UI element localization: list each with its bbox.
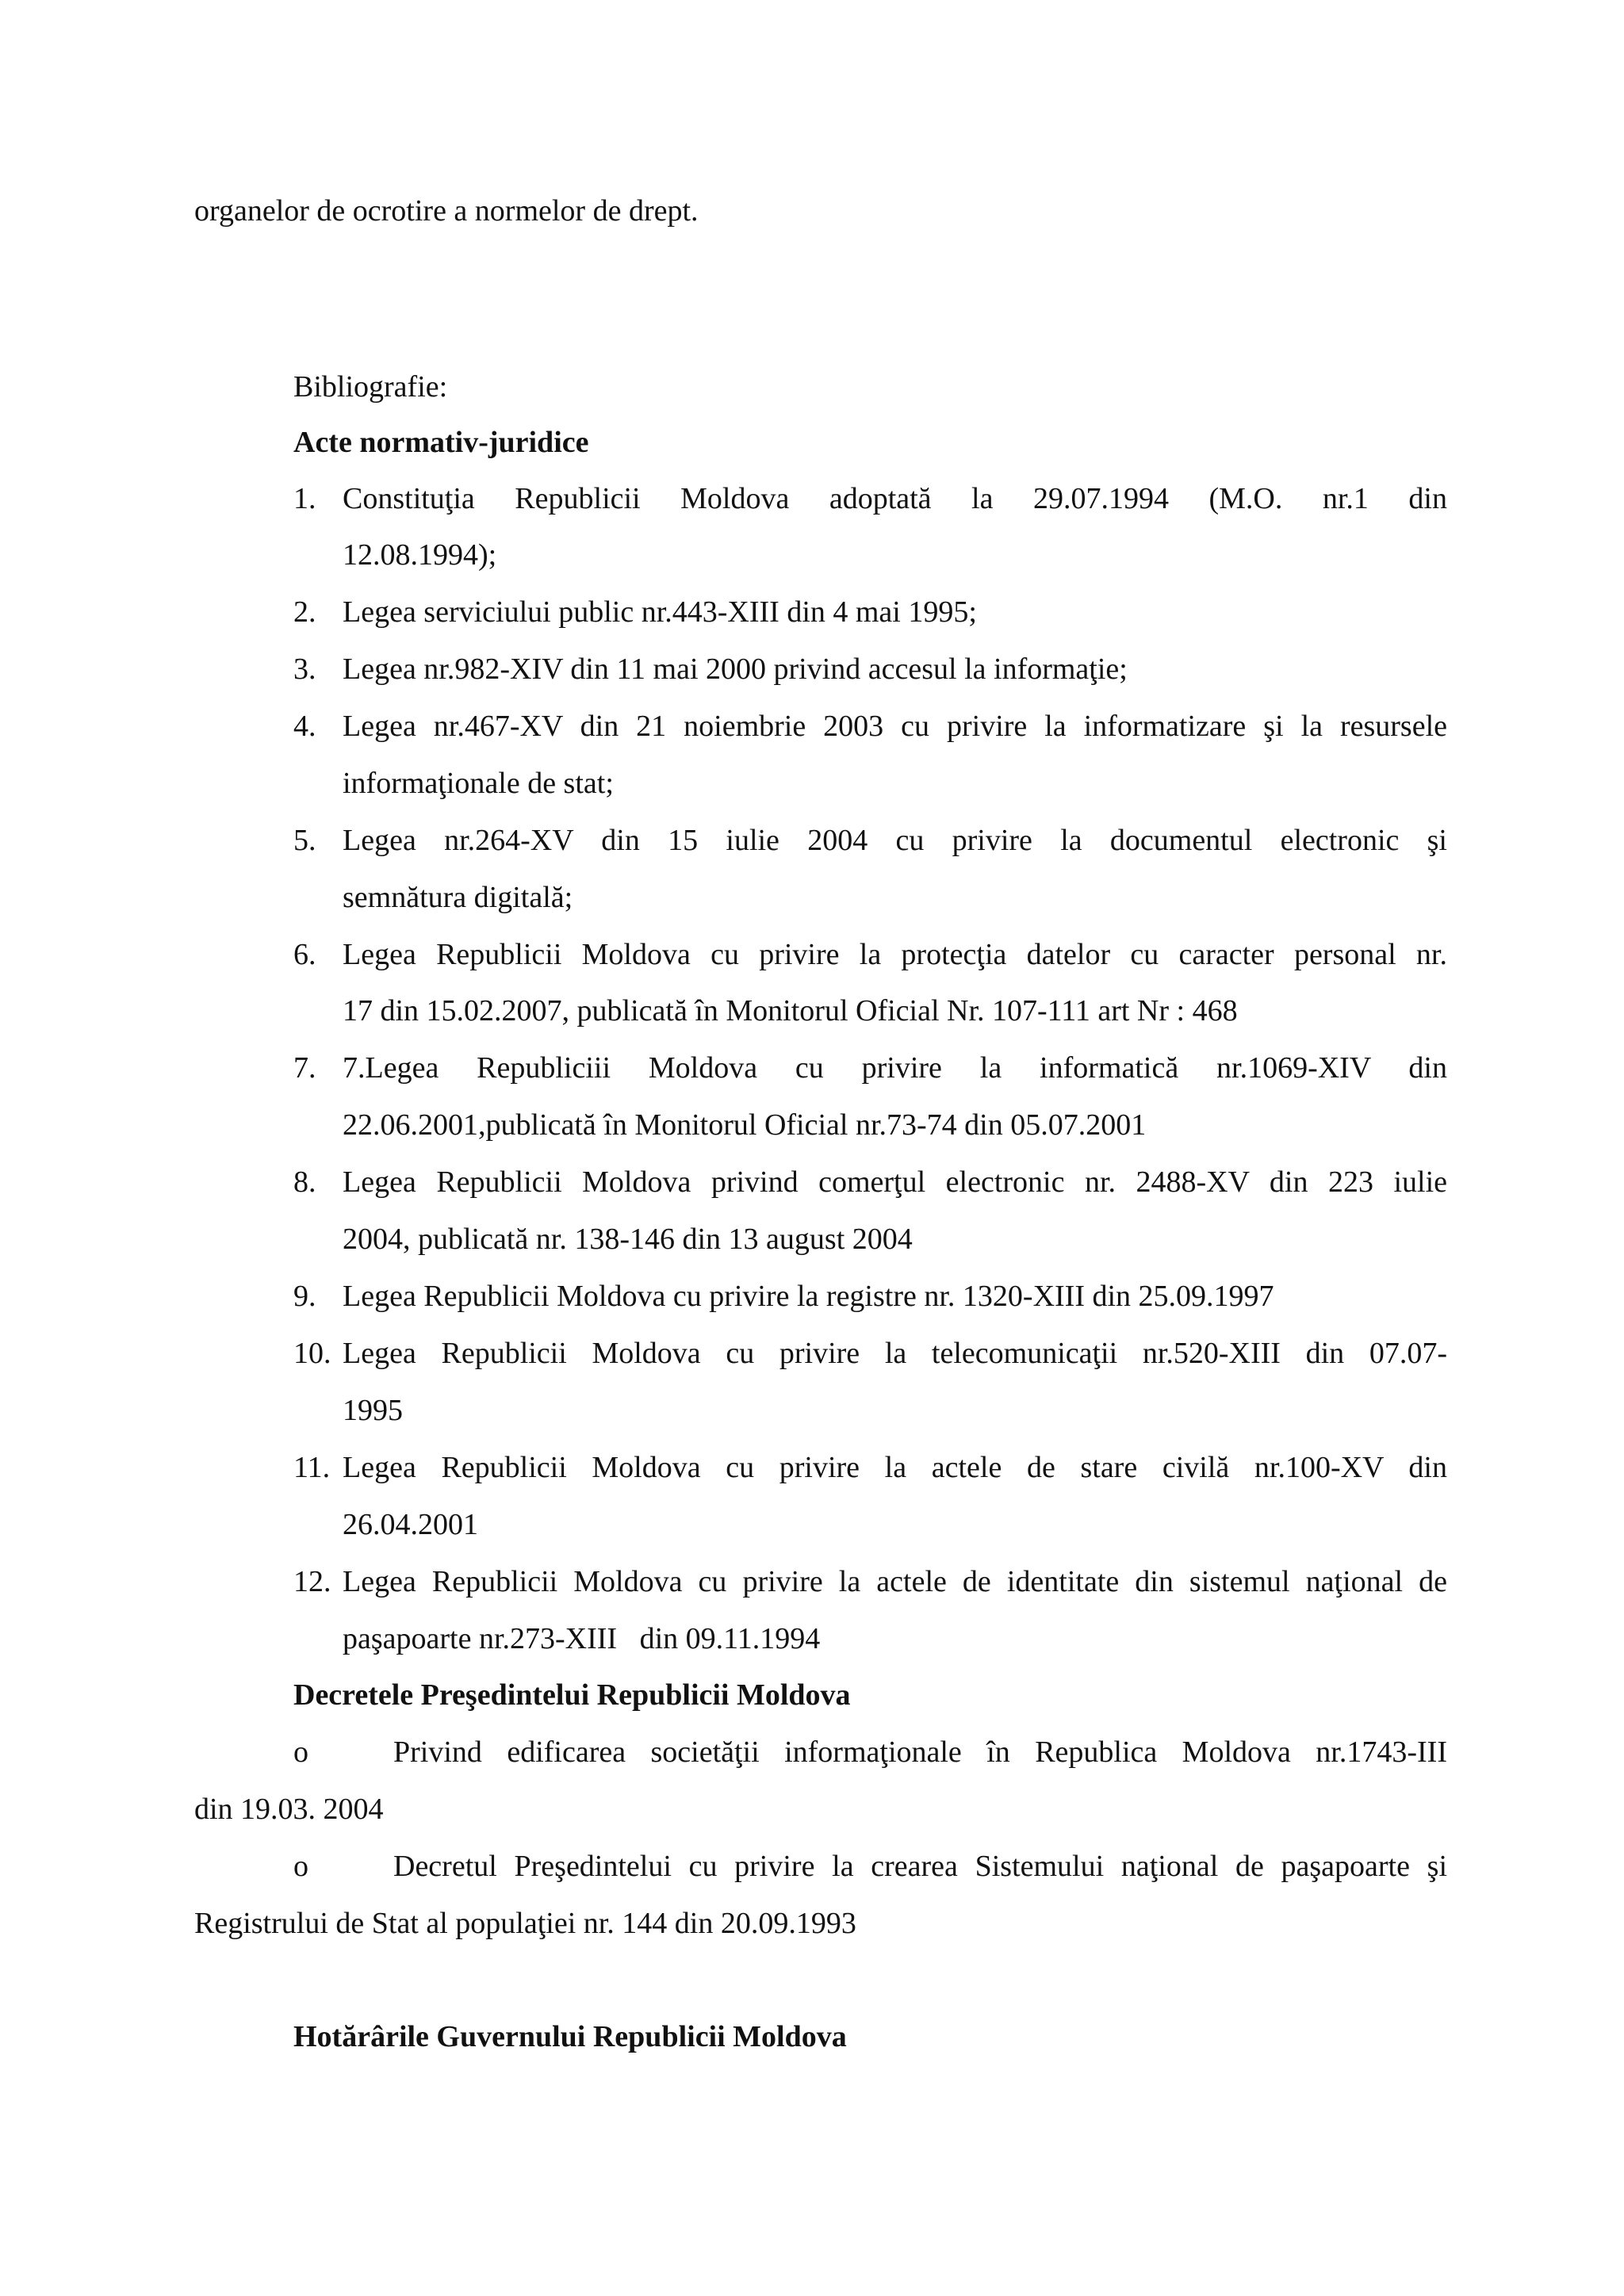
list-item-number: 5. bbox=[293, 824, 316, 857]
list-item-text: 22.06.2001,publicată în Monitorul Oficial nr.73-74 din 05.07.2001 bbox=[343, 1108, 1147, 1142]
section-heading-government: Hotărârile Guvernului Republicii Moldova bbox=[293, 2020, 847, 2053]
list-item-number: 8. bbox=[293, 1165, 316, 1199]
list-item-text: Legea nr.467-XV din 21 noiembrie 2003 cu privire la informatizare şi la resursele bbox=[343, 710, 1447, 743]
list-item-text: 7.Legea Republiciii Moldova cu privire la informatică nr.1069-XIV din bbox=[343, 1051, 1447, 1085]
list-item-number: 2. bbox=[293, 595, 316, 629]
list-item-number: 11. bbox=[293, 1451, 331, 1484]
bullet-marker: o bbox=[293, 1850, 308, 1883]
list-item-text: semnătura digitală; bbox=[343, 881, 573, 914]
list-item-number: 4. bbox=[293, 710, 316, 743]
list-item-number: 12. bbox=[293, 1565, 331, 1598]
list-item-number: 10. bbox=[293, 1337, 331, 1370]
list-item-text: Legea Republicii Moldova privind comerţul electronic nr. 2488-XV din 223 iulie bbox=[343, 1165, 1447, 1199]
decree-text: din 19.03. 2004 bbox=[194, 1793, 384, 1826]
decree-text: Registrului de Stat al populaţiei nr. 144 din 20.09.1993 bbox=[194, 1907, 856, 1940]
list-item-text: 1995 bbox=[343, 1394, 403, 1427]
list-item-text: Legea Republicii Moldova cu privire la protecţia datelor cu caracter personal nr. bbox=[343, 938, 1447, 971]
list-item-text: Legea nr.264-XV din 15 iulie 2004 cu privire la documentul electronic şi bbox=[343, 824, 1447, 857]
list-item-number: 7. bbox=[293, 1051, 316, 1085]
list-item-text: Legea Republicii Moldova cu privire la telecomunicaţii nr.520-XIII din 07.07- bbox=[343, 1337, 1447, 1370]
bullet-marker: o bbox=[293, 1735, 308, 1769]
list-item-text: 17 din 15.02.2007, publicată în Monitorul Oficial Nr. 107-111 art Nr : 468 bbox=[343, 994, 1238, 1027]
list-item-text: Legea serviciului public nr.443-XIII din 4 mai 1995; bbox=[343, 595, 977, 629]
list-item-number: 9. bbox=[293, 1280, 316, 1313]
list-item-text: Legea Republicii Moldova cu privire la actele de identitate din sistemul naţional de bbox=[343, 1565, 1447, 1598]
intro-tail-text: organelor de ocrotire a normelor de drept. bbox=[194, 194, 699, 228]
list-item-text: 12.08.1994); bbox=[343, 538, 497, 572]
list-item-text: Legea nr.982-XIV din 11 mai 2000 privind accesul la informaţie; bbox=[343, 652, 1128, 686]
list-item-text: 26.04.2001 bbox=[343, 1508, 478, 1541]
list-item-number: 3. bbox=[293, 652, 316, 686]
list-item-number: 1. bbox=[293, 482, 316, 515]
section-heading-decrees: Decretele Preşedintelui Republicii Moldova bbox=[293, 1678, 851, 1712]
list-item-text: Legea Republicii Moldova cu privire la registre nr. 1320-XIII din 25.09.1997 bbox=[343, 1280, 1274, 1313]
list-item-number: 6. bbox=[293, 938, 316, 971]
section-heading-acts: Acte normativ-juridice bbox=[293, 426, 589, 459]
bibliography-label: Bibliografie: bbox=[293, 370, 448, 404]
list-item-text: paşapoarte nr.273-XIII din 09.11.1994 bbox=[343, 1622, 821, 1655]
decree-text: Decretul Preşedintelui cu privire la crearea Sistemului naţional de paşapoarte şi bbox=[393, 1850, 1447, 1883]
decree-text: Privind edificarea societăţii informaţionale în Republica Moldova nr.1743-III bbox=[393, 1735, 1447, 1769]
list-item-text: Legea Republicii Moldova cu privire la actele de stare civilă nr.100-XV din bbox=[343, 1451, 1447, 1484]
list-item-text: 2004, publicată nr. 138-146 din 13 august 2004 bbox=[343, 1223, 913, 1256]
list-item-text: Constituţia Republicii Moldova adoptată la 29.07.1994 (M.O. nr.1 din bbox=[343, 482, 1447, 515]
list-item-text: informaţionale de stat; bbox=[343, 767, 614, 800]
